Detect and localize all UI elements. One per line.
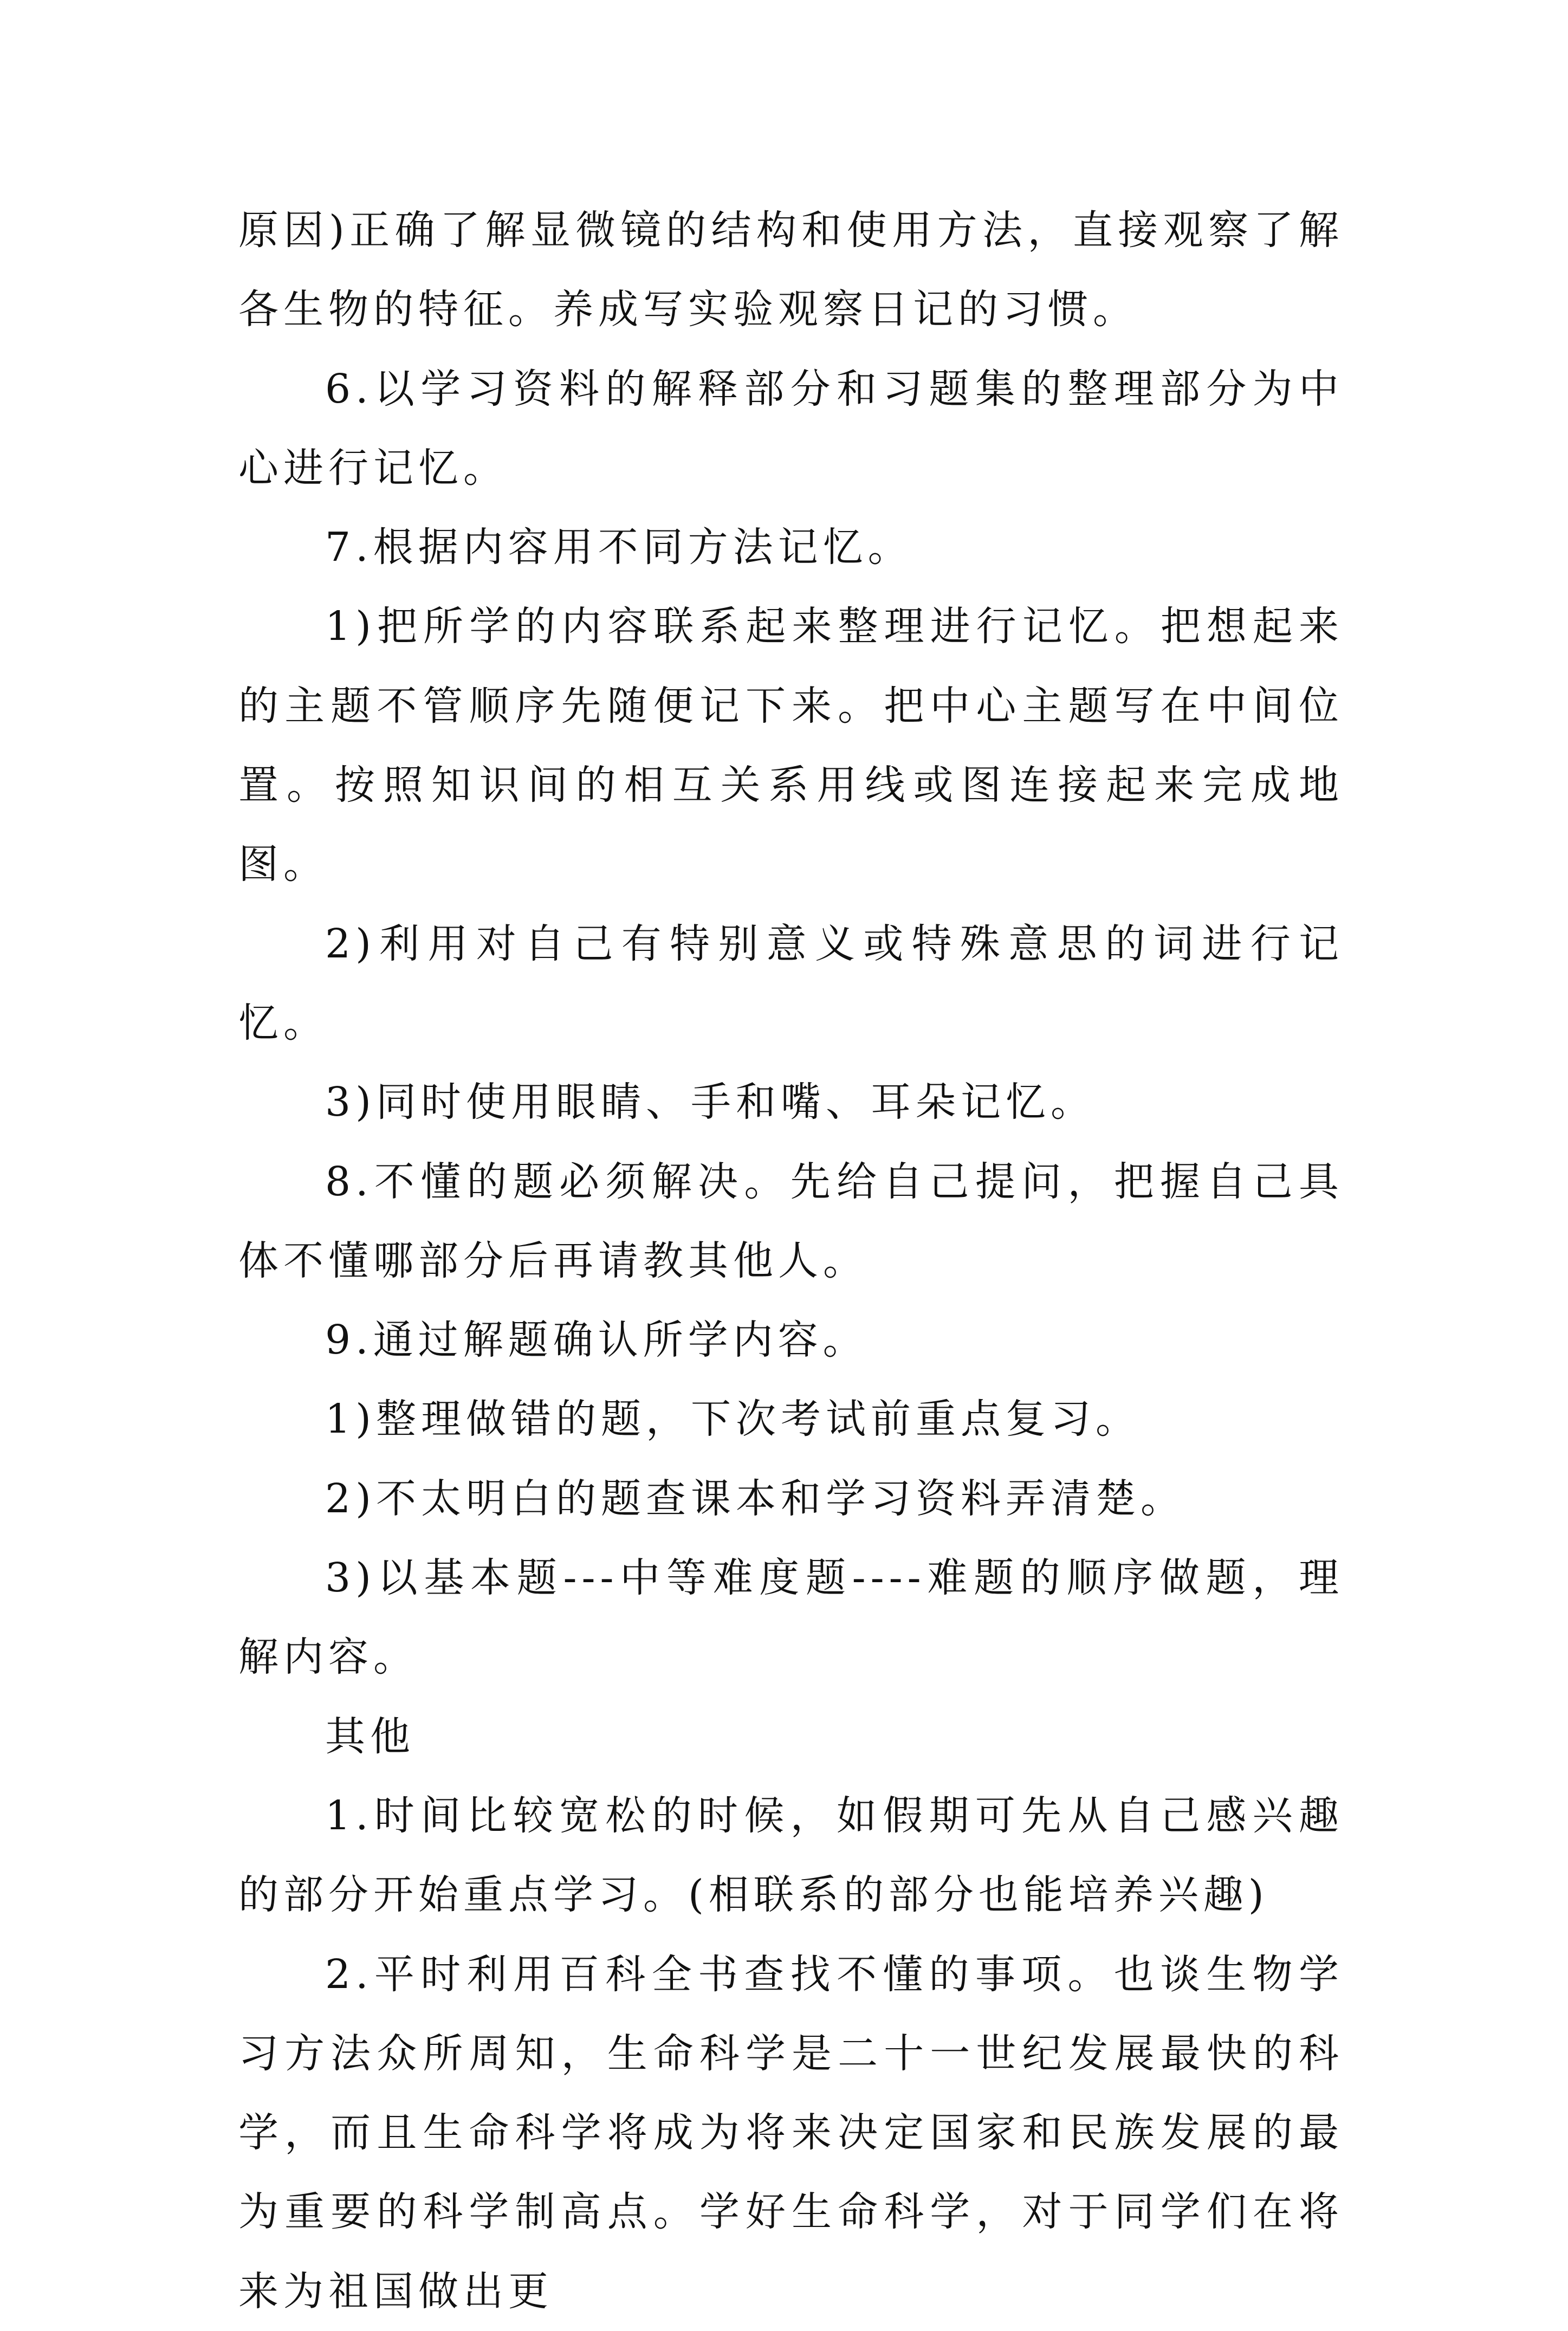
paragraph-other-2: 2.平时利用百科全书查找不懂的事项。也谈生物学习方法众所周知，生命科学是二十一世纪发展最快的科学，而且生命科学将成为将来决定国家和民族发展的最为重要的科学制高点。学好生命科学，对于同学们在将来为祖国做出更	[238, 1951, 1344, 2315]
paragraph-continuation: 原因)正确了解显微镜的结构和使用方法，直接观察了解各生物的特征。养成写实验观察日记的习惯。	[238, 207, 1344, 333]
paragraph-item-9: 9.通过解题确认所学内容。	[325, 1317, 868, 1364]
paragraph-subitem-9-1: 1)整理做错的题，下次考试前重点复习。	[325, 1396, 1141, 1443]
paragraph-subitem-7-3: 3)同时使用眼睛、手和嘴、耳朵记忆。	[325, 1079, 1096, 1126]
paragraph-other-1: 1.时间比较宽松的时候，如假期可先从自己感兴趣的部分开始重点学习。(相联系的部分也能培养兴趣)	[238, 1792, 1344, 1919]
paragraph-item-6: 6.以学习资料的解释部分和习题集的整理部分为中心进行记忆。	[238, 365, 1344, 491]
paragraph-item-7: 7.根据内容用不同方法记忆。	[325, 524, 913, 571]
paragraph-subitem-7-2: 2)利用对自己有特别意义或特殊意思的词进行记忆。	[238, 920, 1344, 1046]
paragraph-subitem-7-1: 1)把所学的内容联系起来整理进行记忆。把想起来的主题不管顺序先随便记下来。把中心主题写在中间位置。按照知识间的相互关系用线或图连接起来完成地图。	[238, 603, 1344, 888]
paragraph-item-8: 8.不懂的题必须解决。先给自己提问，把握自己具体不懂哪部分后再请教其他人。	[238, 1158, 1344, 1284]
paragraph-subitem-9-2: 2)不太明白的题查课本和学习资料弄清楚。	[325, 1475, 1185, 1522]
document-body	[238, 191, 1344, 2331]
section-heading-other: 其他	[325, 1713, 415, 1760]
paragraph-subitem-9-3: 3)以基本题---中等难度题----难题的顺序做题，理解内容。	[238, 1555, 1344, 1681]
